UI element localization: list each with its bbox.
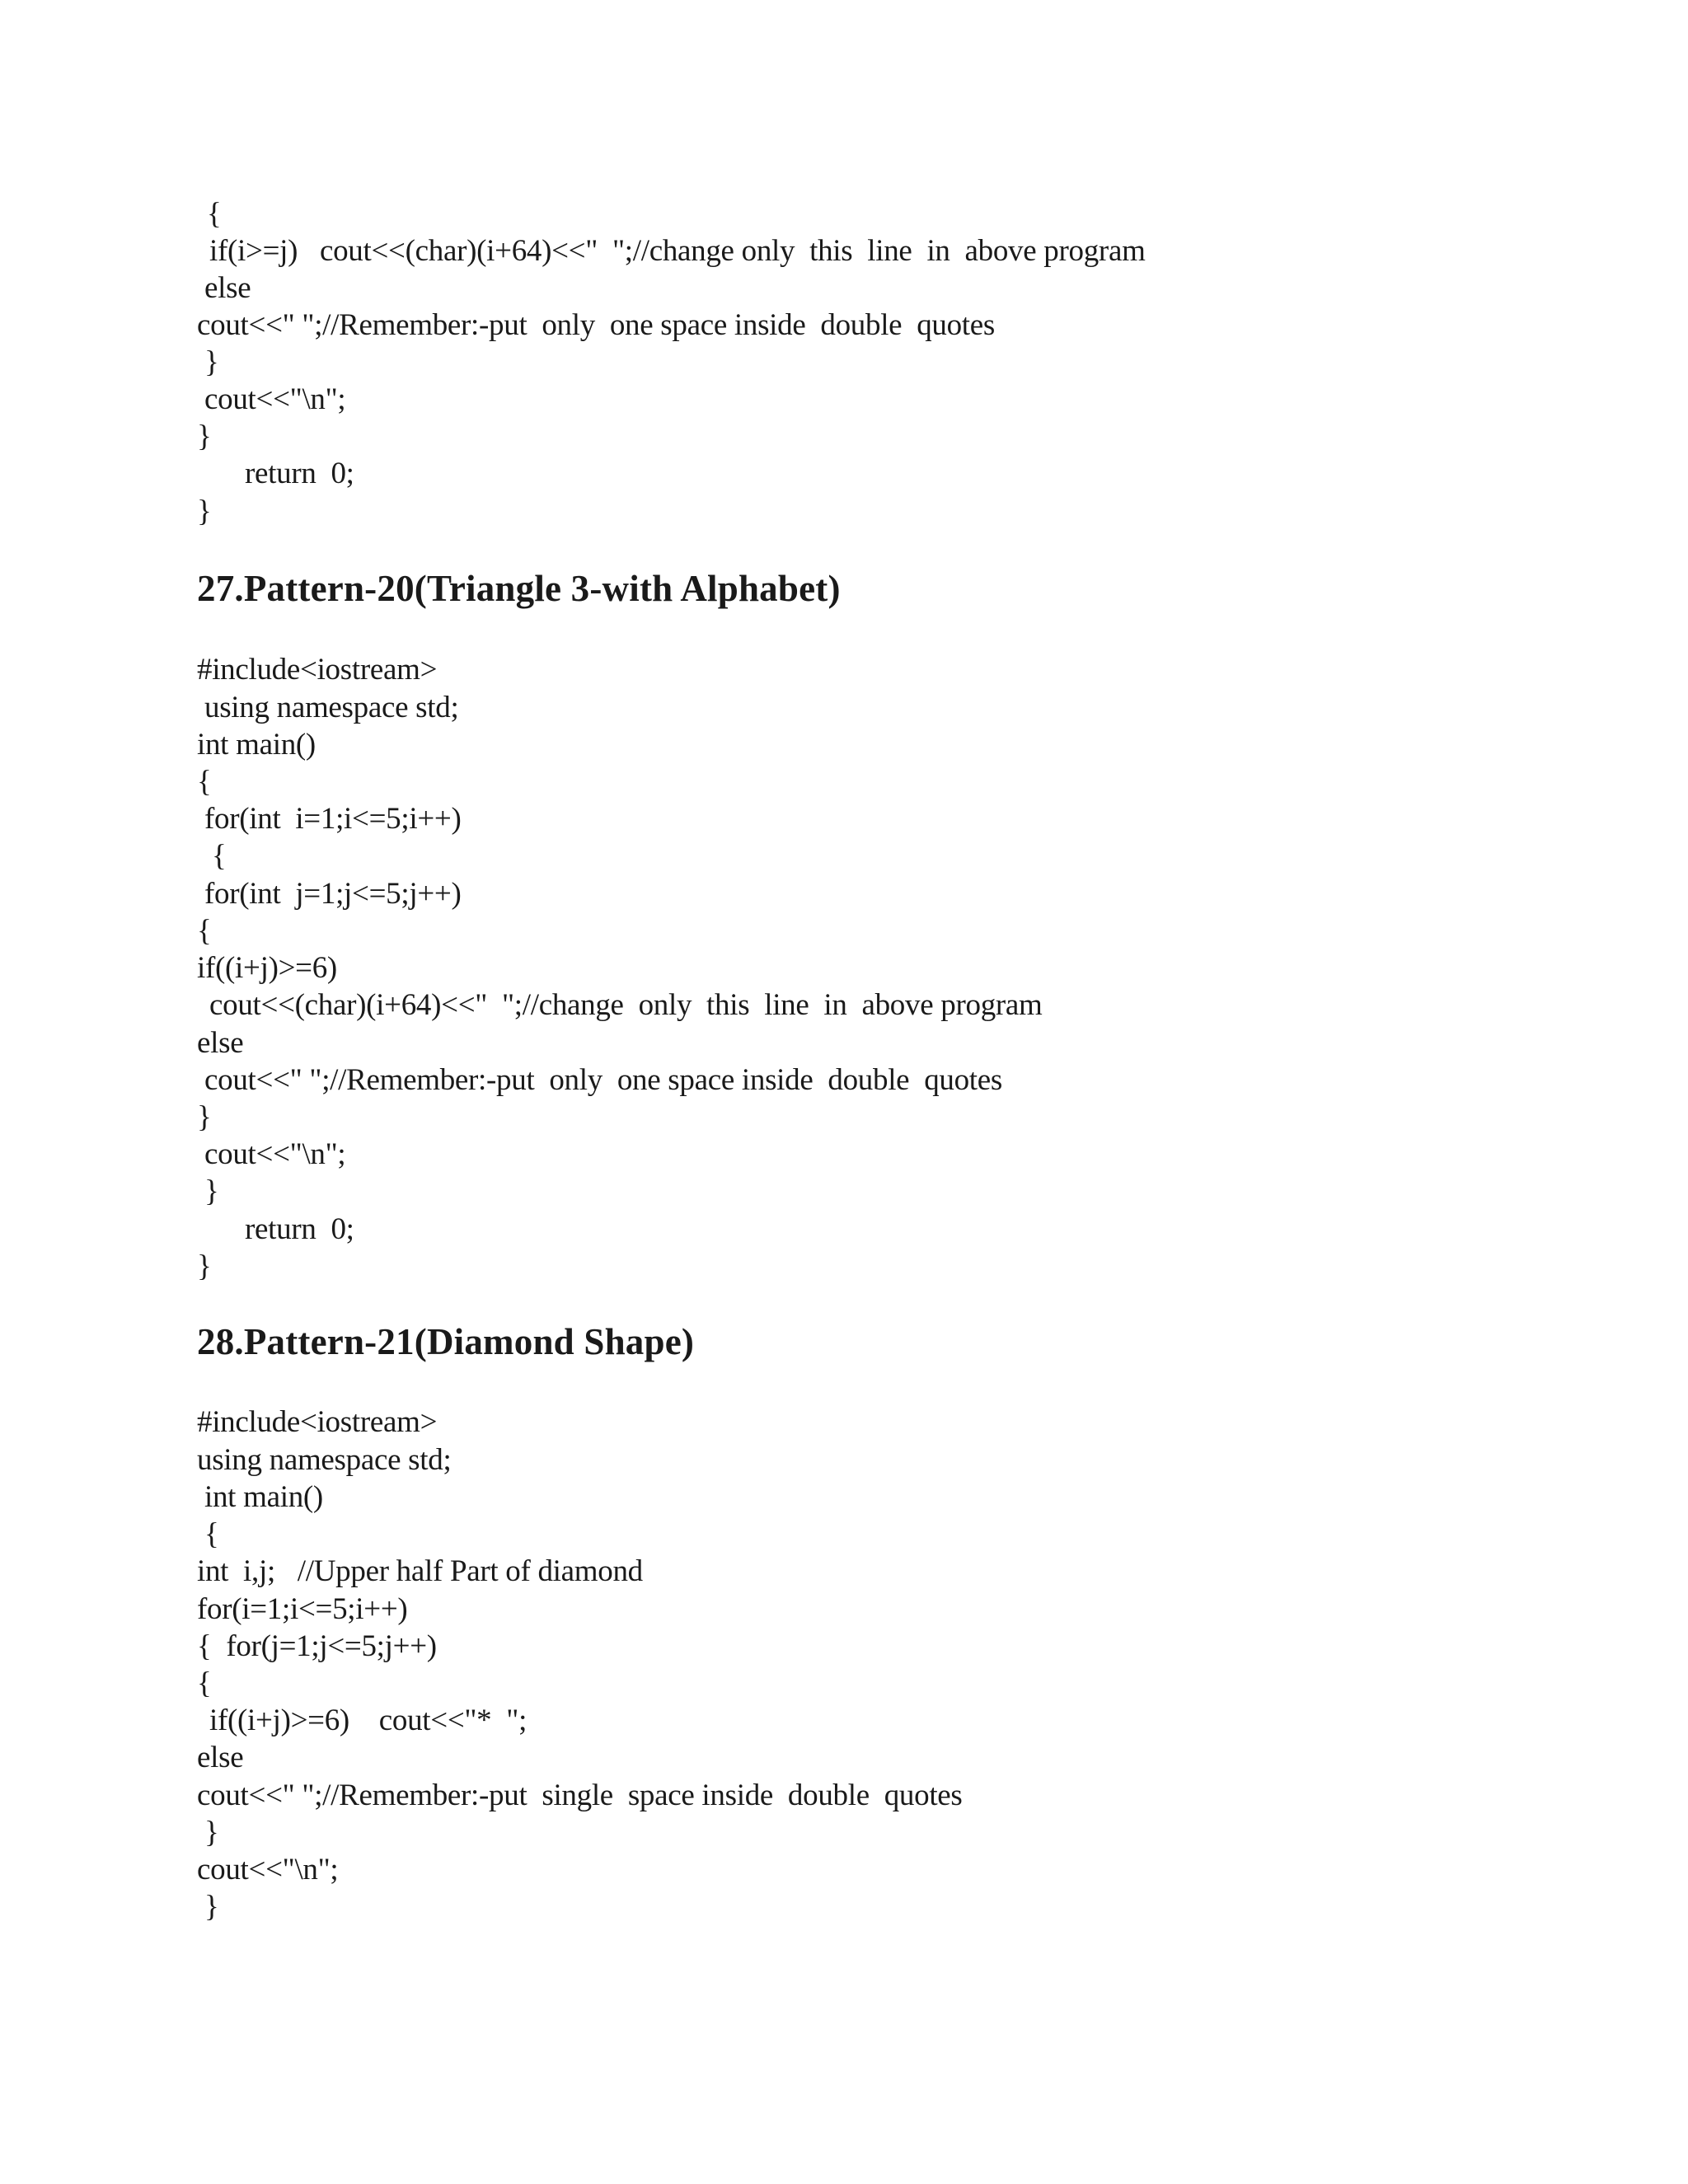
code-line: else: [197, 1026, 244, 1060]
code-line: }: [197, 1100, 212, 1134]
code-line: }: [204, 1816, 219, 1849]
code-line: else: [197, 1741, 244, 1774]
code-line: {: [197, 1666, 212, 1700]
code-line: {: [212, 839, 227, 873]
code-line: cout<<"\n";: [204, 382, 346, 416]
code-line: }: [197, 1249, 212, 1283]
code-line: }: [204, 1890, 219, 1924]
code-line: cout<<"\n";: [204, 1137, 346, 1171]
code-line: {: [204, 1517, 219, 1551]
code-line: int i,j; //Upper half Part of diamond: [197, 1554, 643, 1588]
code-line: cout<<" ";//Remember:-put only one space inside double quotes: [204, 1063, 1002, 1097]
section-heading: 27.Pattern-20(Triangle 3-with Alphabet): [197, 568, 841, 609]
code-line: cout<<"\n";: [197, 1853, 339, 1886]
code-line: if(i>=j) cout<<(char)(i+64)<<" ";//change only this line in above program: [209, 234, 1146, 268]
section-heading: 28.Pattern-21(Diamond Shape): [197, 1321, 695, 1362]
code-line: return 0;: [245, 1212, 354, 1246]
code-line: else: [204, 271, 251, 305]
code-line: int main(): [197, 728, 316, 762]
code-line: return 0;: [245, 457, 354, 490]
code-line: #include<iostream>: [197, 653, 438, 687]
code-line: {: [207, 197, 222, 231]
code-line: for(int i=1;i<=5;i++): [204, 802, 462, 836]
code-line: using namespace std;: [204, 691, 459, 724]
code-line: cout<<(char)(i+64)<<" ";//change only this line in above program: [209, 988, 1043, 1022]
code-line: for(i=1;i<=5;i++): [197, 1592, 408, 1626]
code-line: {: [197, 914, 212, 948]
code-line: int main(): [204, 1480, 323, 1514]
code-line: }: [197, 419, 212, 453]
code-line: }: [204, 1174, 219, 1208]
code-line: if((i+j)>=6) cout<<"* ";: [209, 1704, 528, 1737]
code-line: }: [197, 494, 212, 528]
code-line: #include<iostream>: [197, 1405, 438, 1439]
code-line: if((i+j)>=6): [197, 951, 337, 985]
code-line: cout<<" ";//Remember:-put single space inside double quotes: [197, 1779, 963, 1812]
code-line: for(int j=1;j<=5;j++): [204, 877, 462, 911]
code-line: {: [197, 765, 212, 799]
code-line: }: [204, 345, 219, 379]
code-line: cout<<" ";//Remember:-put only one space inside double quotes: [197, 308, 995, 342]
code-line: { for(j=1;j<=5;j++): [197, 1629, 437, 1663]
code-line: using namespace std;: [197, 1443, 452, 1477]
